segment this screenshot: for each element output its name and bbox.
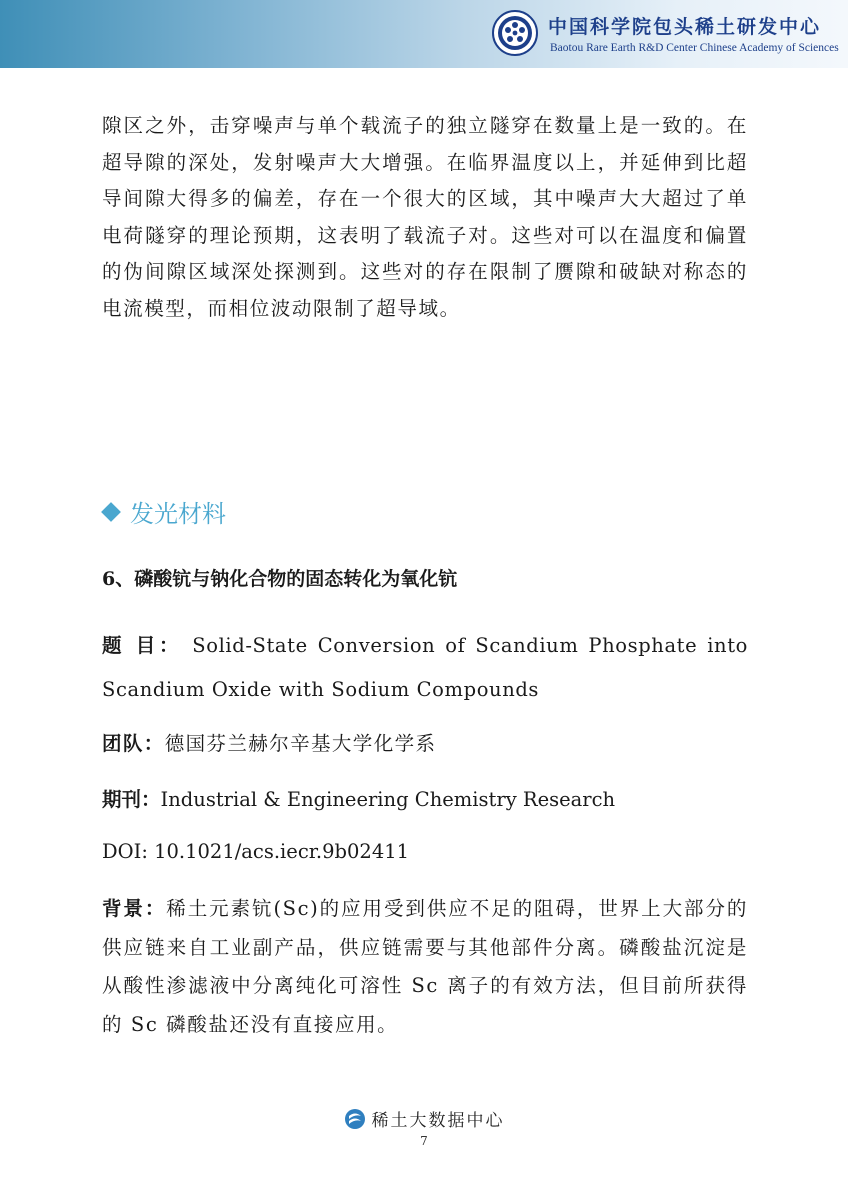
org-name-cn: 中国科学院包头稀土研发中心: [548, 16, 822, 38]
paper-title-value: Solid-State Conversion of Scandium Phosphate into Scandium Oxide with Sodium Compounds: [102, 634, 748, 701]
article-paper-title: [102, 624, 748, 712]
journal-label: 期刊：: [102, 788, 161, 811]
org-name-en: Baotou Rare Earth R&D Center Chinese Academy of Sciences: [550, 42, 839, 54]
footer-brand: [344, 1106, 505, 1131]
team-value: 德国芬兰赫尔辛基大学化学系: [164, 732, 437, 755]
page-footer: [0, 1106, 848, 1134]
rare-earth-data-logo-icon: [344, 1108, 366, 1130]
section-heading-text: 发光材料: [130, 500, 226, 528]
main-content: [102, 108, 748, 327]
page-number: 7: [420, 1134, 428, 1148]
article-background: [102, 890, 748, 1044]
team-label: 团队：: [102, 732, 165, 755]
article-doi: DOI: 10.1021/acs.iecr.9b02411: [102, 840, 410, 863]
article-title: 6、磷酸钪与钠化合物的固态转化为氧化钪: [102, 568, 458, 590]
intro-paragraph: 隙区之外，击穿噪声与单个载流子的独立隧穿在数量上是一致的。在超导隙的深处，发射噪声大大增强。在临界温度以上，并延伸到比超导间隙大得多的偏差，存在一个很大的区域，其中噪声大大超过了单电荷隧穿的理论预期，这表明了载流子对。这些对可以在温度和偏置的伪间隙区域深处探测到。这些对的存在限制了赝隙和破缺对称态的电流模型，而相位波动限制了超导域。: [102, 114, 748, 320]
footer-brand-text: 稀土大数据中心: [371, 1111, 505, 1131]
background-value: 稀土元素钪(Sc)的应用受到供应不足的阻碍，世界上大部分的供应链来自工业副产品，供应链需要与其他部件分离。磷酸盐沉淀是从酸性渗滤液中分离纯化可溶性 Sc 离子的有效方法，但目前所获得的 Sc 磷酸盐还没有直接应用。: [102, 897, 748, 1036]
paper-title-label: 题 目：: [102, 634, 183, 657]
journal-value: Industrial & Engineering Chemistry Research: [160, 788, 616, 811]
page-header: [0, 0, 848, 68]
section-heading: [104, 494, 226, 529]
article-team: [102, 728, 748, 756]
diamond-bullet-icon: [101, 502, 121, 522]
background-label: 背景：: [102, 897, 167, 920]
cas-logo-icon: [492, 10, 538, 56]
article-journal: [102, 784, 748, 812]
